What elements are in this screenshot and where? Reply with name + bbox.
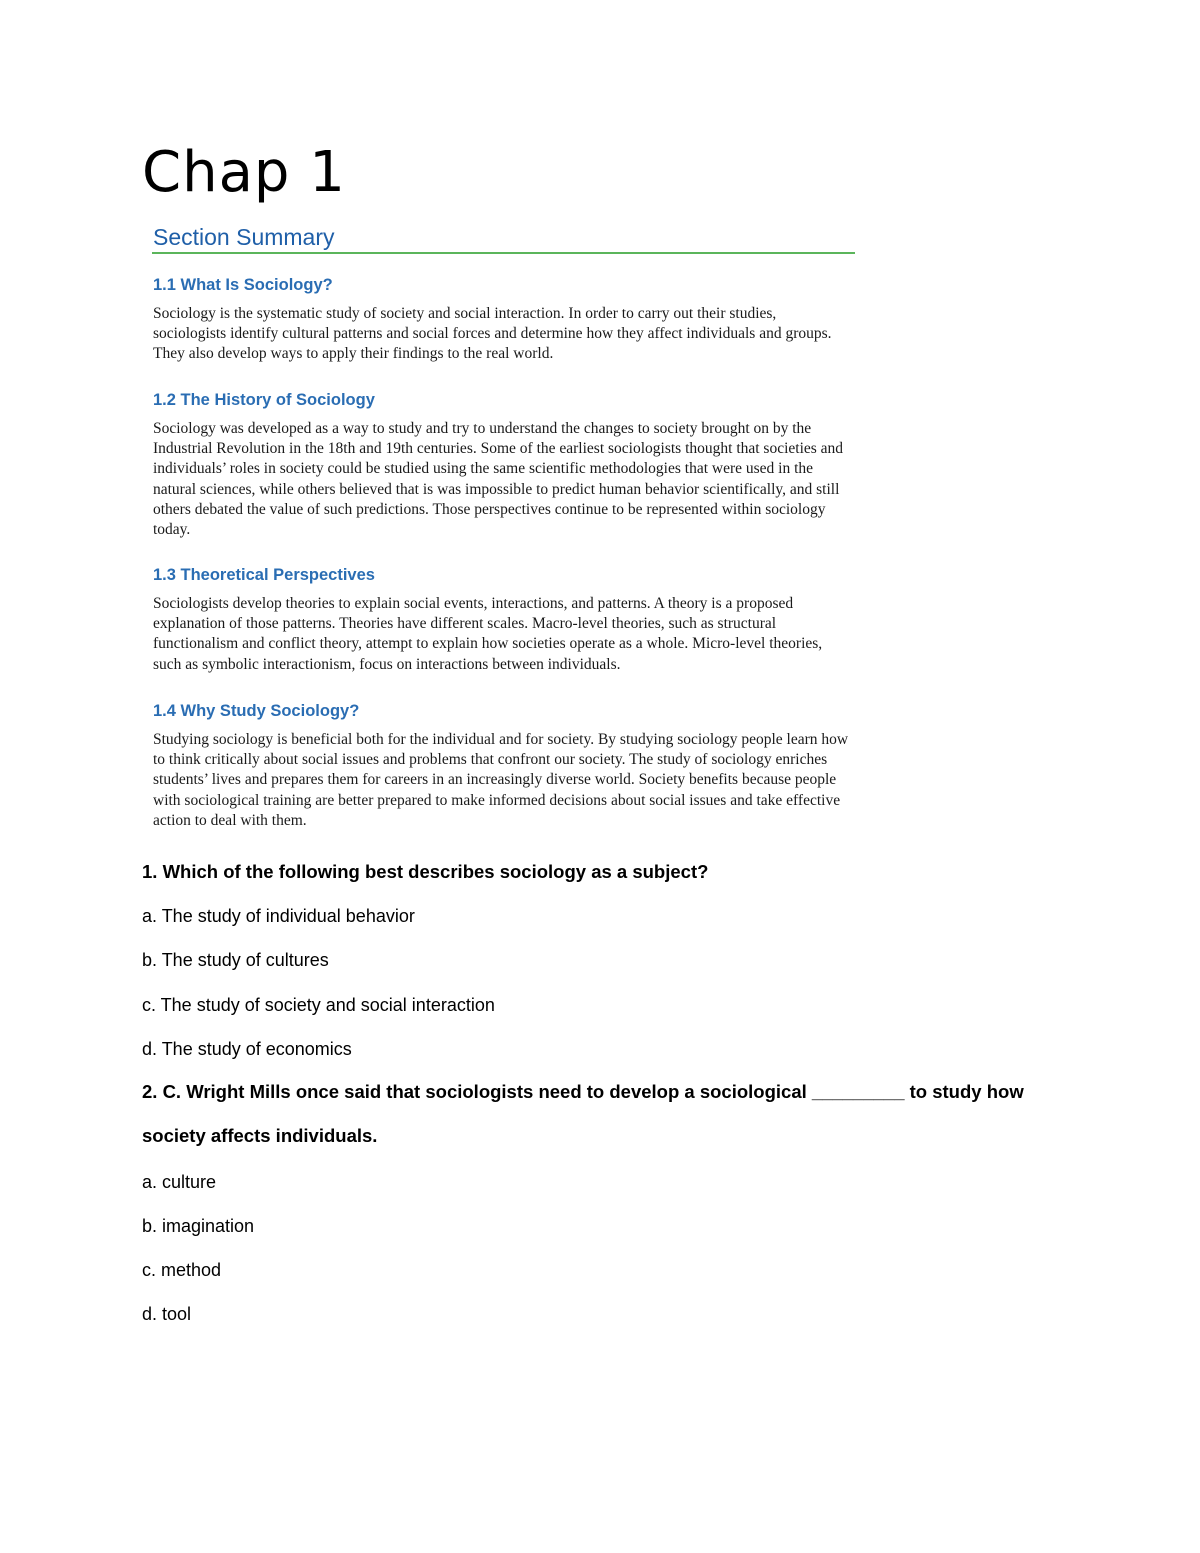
- summary-section-1-1: [150, 274, 856, 365]
- summary-section-title: 1.3 Theoretical Perspectives: [153, 566, 375, 584]
- question-2-option-c: c. method: [142, 1260, 222, 1280]
- summary-section-1-3: [150, 564, 856, 675]
- summary-section-body: Sociologists develop theories to explain social events, interactions, and patterns. A theory is a proposed explanation of those patterns. Theories have different scales. Macro-level theories, such as structural functionalism and conflict theory, attempt to explain how societies operate as a whole. Micro-level theories, such as symbolic interactionism, focus on interactions between individuals.: [153, 595, 823, 673]
- summary-section-title: 1.2 The History of Sociology: [153, 391, 375, 409]
- question-1-option-d: d. The study of economics: [142, 1039, 352, 1059]
- summary-section-1-4: [150, 700, 856, 831]
- question-2-option-a: a. culture: [142, 1172, 217, 1192]
- summary-section-1-2: [150, 389, 856, 540]
- question-2-option-d: d. tool: [142, 1304, 192, 1324]
- question-1-stem: 1. Which of the following best describes sociology as a subject?: [142, 861, 709, 882]
- summary-section-title: 1.1 What Is Sociology?: [153, 276, 333, 294]
- section-summary-heading: Section Summary: [153, 224, 335, 250]
- summary-section-body: Studying sociology is beneficial both for the individual and for society. By studying sociology people learn how to think critically about social issues and problems that confront our society. The study of sociology enriches students’ lives and prepares them for careers in an increasingly diverse world. Society benefits because people with sociological training are better prepared to make informed decisions about social issues and take effective action to deal with them.: [153, 731, 849, 829]
- question-1-option-a: a. The study of individual behavior: [142, 906, 415, 926]
- page-title: Chap 1: [142, 140, 346, 205]
- summary-section-body: Sociology is the systematic study of society and social interaction. In order to carry out their studies, sociologists identify cultural patterns and social forces and determine how they affect individuals and groups. They also develop ways to apply their findings to the real world.: [153, 305, 832, 363]
- section-summary-image: [150, 222, 856, 829]
- question-2-option-b: b. imagination: [142, 1216, 255, 1236]
- summary-section-body: Sociology was developed as a way to study and try to understand the changes to society brought on by the Industrial Revolution in the 18th and 19th centuries. Some of the earliest sociologists thought that societies and individuals’ roles in society could be studied using the same scientific methodologies that were used in the natural sciences, while others believed that is was impossible to predict human behavior scientifically, and still others debated the value of such predictions. Those perspectives continue to be represented within sociology today.: [153, 420, 844, 539]
- summary-section-title: 1.4 Why Study Sociology?: [153, 702, 360, 720]
- question-2-stem: 2. C. Wright Mills once said that sociologists need to develop a sociological _________ to study how society affects individuals.: [142, 1081, 1024, 1146]
- question-1-option-c: c. The study of society and social interaction: [142, 995, 495, 1015]
- section-summary-divider: [152, 252, 855, 254]
- question-1-option-b: b. The study of cultures: [142, 950, 329, 970]
